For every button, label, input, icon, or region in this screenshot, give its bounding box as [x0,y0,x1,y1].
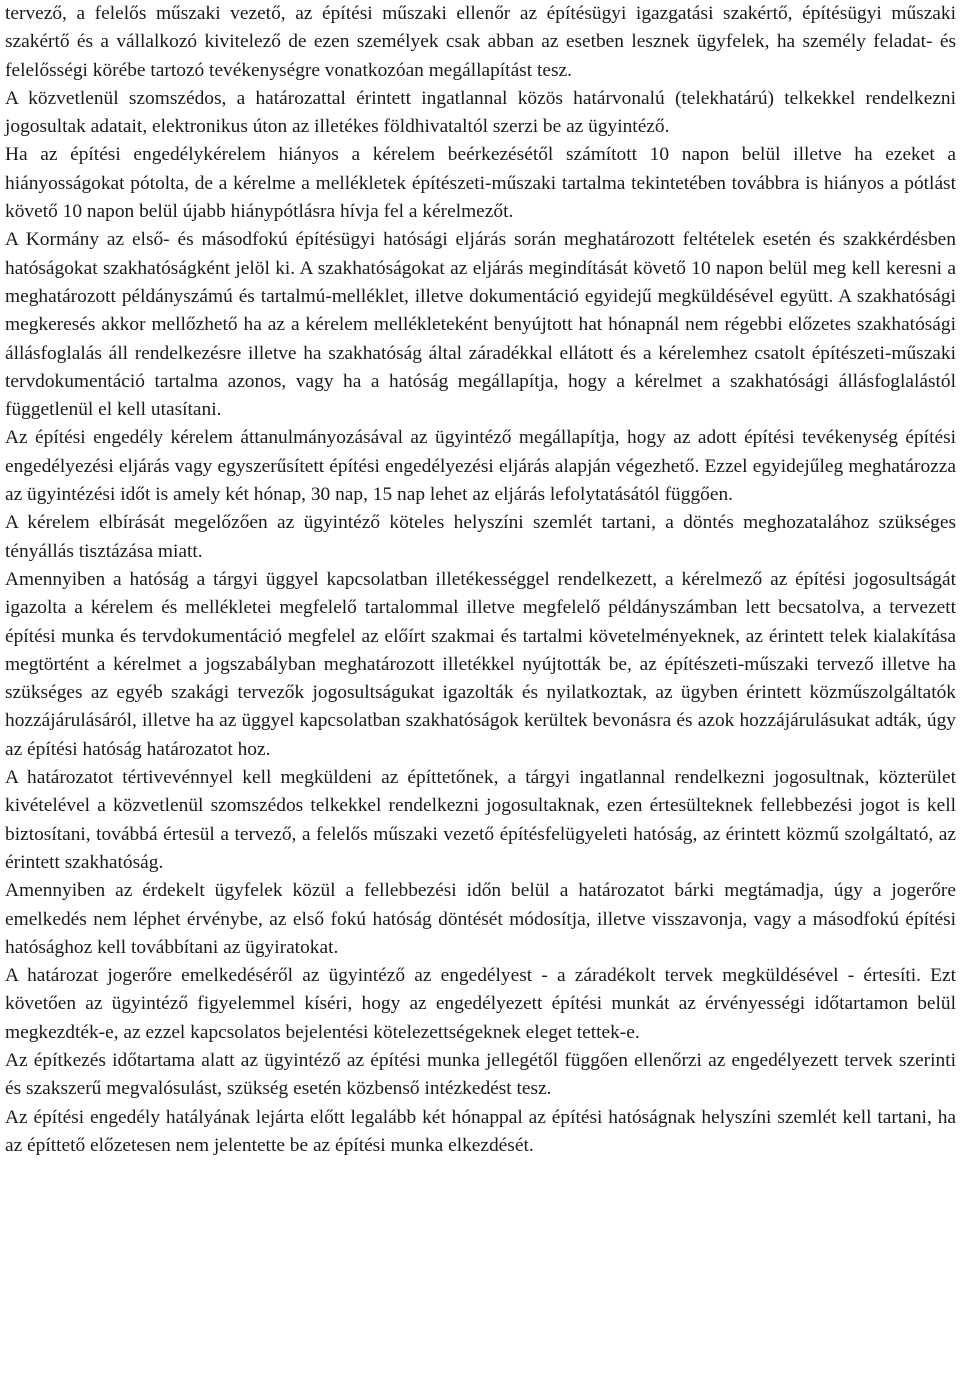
paragraph-11 [5,1047,956,1104]
sentence: A határozatot tértivevénnyel kell megküldeni az építtetőnek, a tárgyi ingatlannal rendelkezni jogosultnak, közterület kivételével a közvetlenül szomszédos telkekkel rendelkezni jogosultaknak, ezen értesülteknek fellebbezési jogot is kell biztosítani, továbbá értesül a tervező, a felelős műszaki vezető építésfelügyeleti hatóság, az érintett közmű szolgáltató, az érintett szakhatóság. [5,767,956,873]
sentence: A határozat jogerőre emelkedéséről az ügyintéző az engedélyest - a záradékolt tervek megküldésével - értesíti. [5,965,921,987]
sentence: Az építési engedély hatályának lejárta előtt legalább két hónappal az építési hatóságnak helyszíni szemlét kell tartani, ha az építtető előzetesen nem jelentette be az építési munka elkezdését. [5,1106,956,1156]
sentence: Amennyiben a hatóság a tárgyi üggyel kapcsolatban illetékességgel rendelkezett, a kérelmező az építési jogosultságát igazolta a kérelem és mellékletei megfelelő tartalommal illetve megfelelő példányszámban lett becsatolva, a tervezett építési munka és tervdokumentáció megfelel az előírt szakmai és tartalmi követelményeknek, az érintett telek kialakítása megtörtént a kérelmet a jogszabályban meghatározott illetékkel nyújtották be, az építészeti-műszaki tervező illetve ha szükséges az egyéb szakági tervezők jogosultságukat igazolták és nyilatkoztak, az ügyben érintett közműszolgáltatók hozzájárulásáról, illetve ha az üggyel kapcsolatban szakhatóságok kerültek bevonásra és azok hozzájárulásukat adták, úgy az építési hatóság határozatot hoz. [5,568,956,760]
paragraph-4 [5,226,956,424]
paragraph-8 [5,764,956,877]
sentence: Az építkezés időtartama alatt az ügyintéző az építési munka jellegétől függően ellenőrzi az engedélyezett tervek szerinti és szakszerű megvalósulást, szükség esetén közbenső intézkedést tesz. [5,1049,956,1100]
sentence: Ezzel egyidejűleg meghatározza az ügyintézési időt is amely két hónap, 30 nap, 15 nap lehet az eljárás lefolytatásától függően. [5,455,956,506]
paragraph-10 [5,962,956,1047]
paragraph-2 [5,85,956,142]
sentence: A közvetlenül szomszédos, a határozattal érintett ingatlannal közös határvonalú (telekhatárú) telkekkel rendelkezni jogosultak adatait, elektronikus úton az illetékes földhivataltól szerzi be az ügyintéző. [5,87,956,138]
sentence: A Kormány az első- és másodfokú építésügyi hatósági eljárás során meghatározott feltételek esetén és szakkérdésben hatóságokat szakhatóságként jelöl ki. [5,229,956,279]
paragraph-5 [5,424,956,509]
sentence: Ezt követően az ügyintéző figyelemmel kíséri, hogy az engedélyezett építési munkát az érvényességi időtartamon belül megkezdték-e, az ezzel kapcsolatos bejelentési kötelezettségeknek eleget tettek-e. [5,965,956,1043]
sentence: tervező, a felelős műszaki vezető, az építési műszaki ellenőr az építésügyi igazgatási szakértő, építésügyi műszaki szakértő és a vállalkozó kivitelező de ezen személyek csak abban az esetben lesznek ügyfelek, ha személy feladat- és felelősségi körébe tartozó tevékenységre vonatkozóan megállapítást tesz. [5,3,956,81]
sentence: A szakhatóságokat az eljárás megindítását követő 10 napon belül meg kell keresni a meghatározott példányszámú és tartalmú-melléklet, illetve dokumentáció egyidejű megküldésével együtt. [5,257,956,307]
paragraph-9 [5,877,956,962]
paragraph-1 [5,0,956,85]
sentence: Ha az építési engedélykérelem hiányos a kérelem beérkezésétől számított 10 napon belül illetve ha ezeket a hiányosságokat pótolta, de a kérelme a mellékletek építészeti-műszaki tartalma tekintetében továbbra is hiányos a pótlást követő 10 napon belül újabb hiánypótlásra hívja fel a kérelmezőt. [5,144,956,223]
paragraph-3 [5,141,956,226]
sentence: A szakhatósági megkeresés akkor mellőzhető ha az a kérelem mellékleteként benyújtott hat hónapnál nem régebbi előzetes szakhatósági állásfoglalás áll rendelkezésre illetve ha szakhatóság által záradékkal ellátott és a kérelemhez csatolt építészeti-műszaki tervdokumentáció tartalma azonos, vagy ha a hatóság megállapítja, hogy a kérelmet a szakhatósági állásfoglalástól függetlenül el kell utasítani. [5,285,956,421]
sentence: A kérelem elbírását megelőzően az ügyintéző köteles helyszíni szemlét tartani, a döntés meghozatalához szükséges tényállás tisztázása miatt. [5,512,956,562]
sentence: Amennyiben az érdekelt ügyfelek közül a fellebbezési időn belül a határozatot bárki megtámadja, úgy a jogerőre emelkedés nem léphet érvénybe, az első fokú hatóság döntését módosítja, illetve visszavonja, vagy a másodfokú építési hatósághoz kell továbbítani az ügyiratokat. [5,880,956,958]
paragraph-6 [5,509,956,566]
paragraph-12 [5,1104,956,1161]
sentence: Az építési engedély kérelem áttanulmányozásával az ügyintéző megállapítja, hogy az adott építési tevékenység építési engedélyezési eljárás vagy egyszerűsített építési engedélyezési eljárás alapján végezhető. [5,427,956,477]
paragraph-7 [5,566,956,764]
